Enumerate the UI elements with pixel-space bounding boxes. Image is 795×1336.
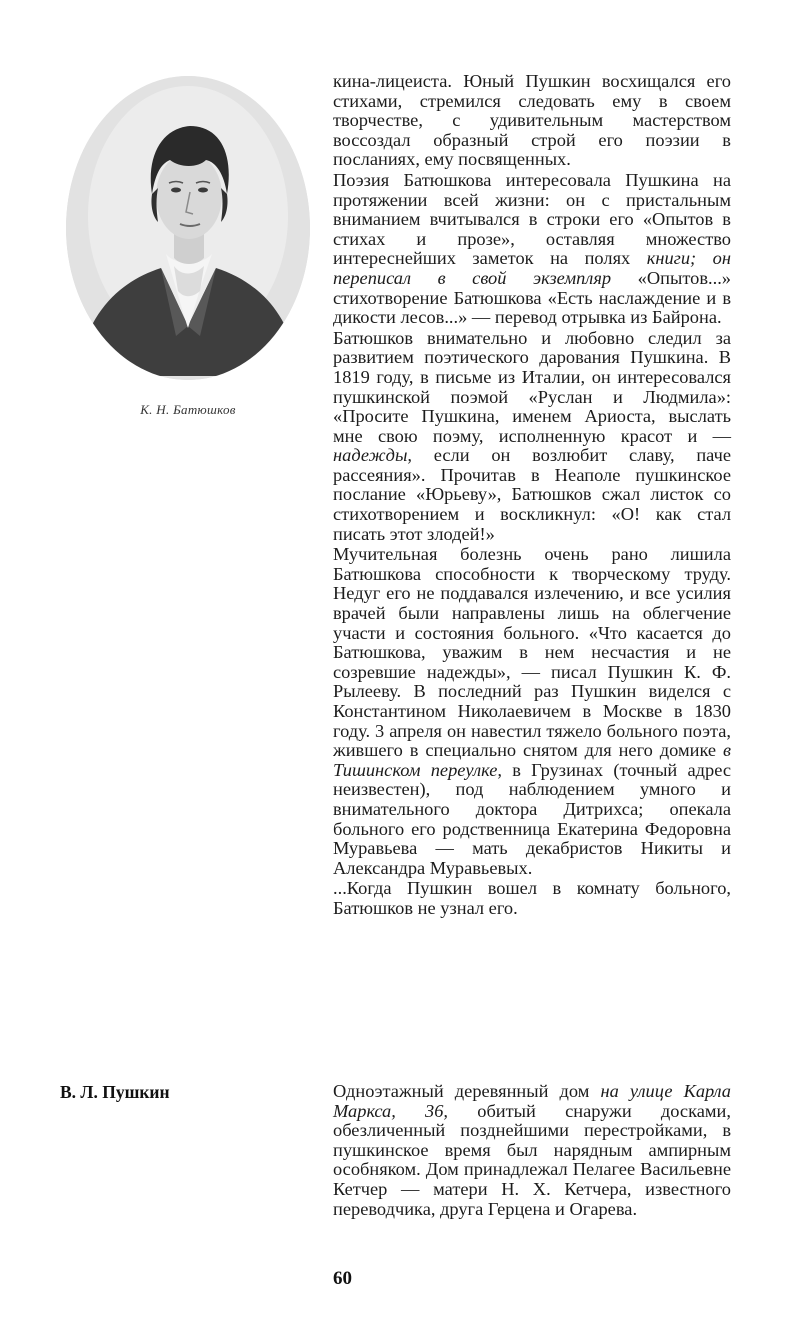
- italic-text-run: надежды,: [333, 445, 413, 466]
- text-run: в Грузинах (точный адрес неизвестен), под наблюдением умного и внимательного доктора Дитрихса; опекала больного его родственница Екатерина Федоровна Муравьева — мать декабристов Никиты и Александра Муравьевых.: [333, 759, 731, 878]
- paragraph: ...Когда Пушкин вошел в комнату больного, Батюшков не узнал его.: [333, 878, 731, 918]
- section-heading: В. Л. Пушкин: [60, 1082, 170, 1102]
- paragraph: кина-лицеиста. Юный Пушкин восхищался его стихами, стремился следовать ему в своем творчестве, с удивительным мастерством воссоздал образный строй его поэзии в посланиях, ему посвященных.: [333, 71, 731, 170]
- text-run: Поэзия Батюшкова интересовала Пушкина на протяжении всей жизни: он с пристальным вниманием вчитывался в строки его «Опытов в стихах и прозе», оставляя множество интереснейших заметок на полях: [333, 169, 731, 269]
- portrait-drawing: [66, 76, 310, 380]
- italic-text-run: в Тишинском переулке,: [333, 740, 731, 780]
- main-text-column: [333, 72, 731, 919]
- text-run: обитый снаружи досками, обезличенный позднейшими перестройками, в пушкинское время был нарядным ампирным особняком. Дом принадлежал Пелагее Васильевне Кетчер — матери Н. Х. Кетчера, известного переводчика, друга Герцена и Огарева.: [333, 1100, 731, 1219]
- paragraph: [333, 545, 731, 878]
- paragraph: [333, 1082, 731, 1219]
- portrait-image: [66, 76, 310, 380]
- text-run: если он возлюбит славу, паче рассеяния». Прочитав в Неаполе пушкинское послание «Юрьеву», Батюшков сжал листок со стихотворением и воскликнул: «О! как стал писать этот злодей!»: [333, 445, 731, 544]
- text-run: «Опытов...» стихотворение Батюшкова «Есть наслаждение и в дикости лесов...» — перевод отрывка из Байрона.: [333, 267, 731, 328]
- paragraph: [333, 329, 731, 545]
- text-run: Батюшков внимательно и любовно следил за развитием поэтического дарования Пушкина. В 1819 году, в письме из Италии, он интересовался пушкинской поэмой «Руслан и Людмила»: «Просите Пушкина, именем Ариоста, выслать мне свою поэму, исполненную красот и —: [333, 327, 731, 446]
- italic-text-run: на улице Карла Маркса, 36,: [333, 1081, 731, 1121]
- text-run: Мучительная болезнь очень рано лишила Батюшкова способности к творческому труду. Недуг его не поддавался излечению, и все усилия врачей были направлены лишь на облегчение участи и состояния больного. «Что касается до Батюшкова, уважим в нем несчастия и не созревшие надежды», — писал Пушкин К. Ф. Рылееву. В последний раз Пушкин виделся с Константином Николаевичем в Москве в 1830 году. 3 апреля он навестил тяжело больного поэта, жившего в специально снятом для него домике: [333, 544, 731, 761]
- portrait-caption: К. Н. Батюшков: [140, 402, 236, 417]
- section-text: [333, 1082, 731, 1219]
- italic-text-run: книги; он переписал в свой экземпляр: [333, 248, 731, 288]
- text-run: Одноэтажный деревянный дом: [333, 1081, 601, 1101]
- page-number: 60: [333, 1268, 352, 1289]
- paragraph: [333, 171, 731, 328]
